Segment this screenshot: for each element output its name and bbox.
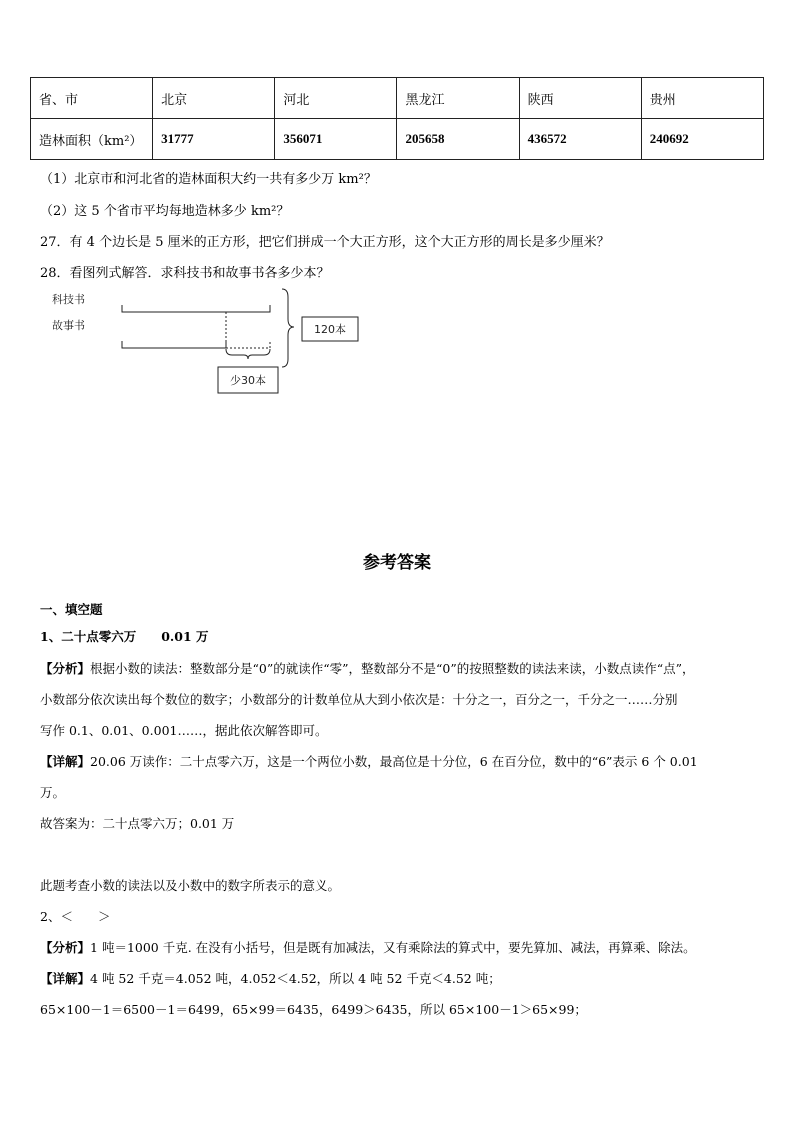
detail-text: 20.06 万读作：二十点零六万，这是一个两位小数，最高位是十分位，6 在百分位，数中的“6”表示 6 个 0.01 bbox=[90, 754, 698, 769]
difference-brace bbox=[226, 349, 270, 359]
label-science-books: 科技书 bbox=[52, 293, 85, 306]
difference-box-label: 少30本 bbox=[230, 374, 266, 387]
answer-2-analysis-line bbox=[40, 938, 696, 956]
table-cell: 436572 bbox=[519, 119, 641, 160]
answer-2-detail-line: 65×100－1＝6500－1＝6499，65×99＝6435，6499＞6435，所以 65×100－1＞65×99； bbox=[40, 1002, 587, 1017]
answers-title: 参考答案 bbox=[363, 553, 431, 573]
table-cell: 356071 bbox=[275, 119, 397, 160]
table-row bbox=[31, 119, 764, 160]
answer-1-analysis-line: 小数部分依次读出每个数位的数字；小数部分的计数单位从大到小依次是：十分之一，百分之一，千分之一……分别 bbox=[40, 692, 678, 707]
analysis-text: 根据小数的读法：整数部分是“0”的就读作“零”，整数部分不是“0”的按照整数的读法来读，小数点读作“点”， bbox=[90, 661, 695, 676]
difference-dash bbox=[226, 341, 270, 348]
section-heading: 一、填空题 bbox=[40, 602, 103, 617]
analysis-tag: 【分析】 bbox=[40, 661, 91, 676]
detail-tag: 【详解】 bbox=[40, 971, 91, 986]
answer-1-analysis-line bbox=[40, 659, 695, 677]
total-box-label: 120本 bbox=[314, 323, 346, 336]
label-story-books: 故事书 bbox=[52, 319, 85, 332]
table-cell: 北京 bbox=[153, 78, 275, 119]
science-segment bbox=[122, 305, 270, 312]
detail-text: 4 吨 52 千克＝4.052 吨，4.052＜4.52，所以 4 吨 52 千克＜4.52 吨； bbox=[90, 971, 501, 986]
question-27: 27．有 4 个边长是 5 厘米的正方形，把它们拼成一个大正方形，这个大正方形的周长是多少厘米？ bbox=[40, 235, 610, 250]
table-row-label: 造林面积（km²） bbox=[31, 119, 153, 160]
table-cell: 陕西 bbox=[519, 78, 641, 119]
analysis-text: 1 吨＝1000 千克. 在没有小括号，但是既有加减法，又有乘除法的算式中，要先算加、减法，再算乘、除法。 bbox=[90, 940, 696, 955]
analysis-tag: 【分析】 bbox=[40, 940, 91, 955]
table-cell: 黑龙江 bbox=[397, 78, 519, 119]
detail-tag: 【详解】 bbox=[40, 754, 91, 769]
answer-1-detail-line: 万。 bbox=[40, 785, 66, 800]
segment-diagram bbox=[40, 285, 380, 397]
answer-1-final: 故答案为：二十点零六万；0.01 万 bbox=[40, 816, 235, 831]
answer-2-head: 2、＜ ＞ bbox=[40, 909, 111, 924]
table-cell: 205658 bbox=[397, 119, 519, 160]
answer-1-note: 此题考查小数的读法以及小数中的数字所表示的意义。 bbox=[40, 878, 341, 893]
table-cell: 河北 bbox=[275, 78, 397, 119]
total-brace bbox=[282, 289, 294, 367]
table-cell: 省、市 bbox=[31, 78, 153, 119]
question-26-2: （2）这 5 个省市平均每地造林多少 km²？ bbox=[40, 204, 290, 219]
table-cell: 240692 bbox=[641, 119, 763, 160]
forest-area-table bbox=[30, 77, 764, 160]
answer-1-analysis-line: 写作 0.1、0.01、0.001……，据此依次解答即可。 bbox=[40, 723, 328, 738]
story-segment bbox=[122, 341, 226, 348]
table-header-row bbox=[31, 78, 764, 119]
question-28: 28．看图列式解答．求科技书和故事书各多少本？ bbox=[40, 266, 330, 281]
answer-1-head: 1、二十点零六万 0.01 万 bbox=[40, 629, 209, 644]
question-26-1: （1）北京市和河北省的造林面积大约一共有多少万 km²？ bbox=[40, 172, 377, 187]
answer-1-detail-line bbox=[40, 752, 698, 770]
answer-2-detail-line bbox=[40, 969, 501, 987]
table-cell: 31777 bbox=[153, 119, 275, 160]
table-cell: 贵州 bbox=[641, 78, 763, 119]
